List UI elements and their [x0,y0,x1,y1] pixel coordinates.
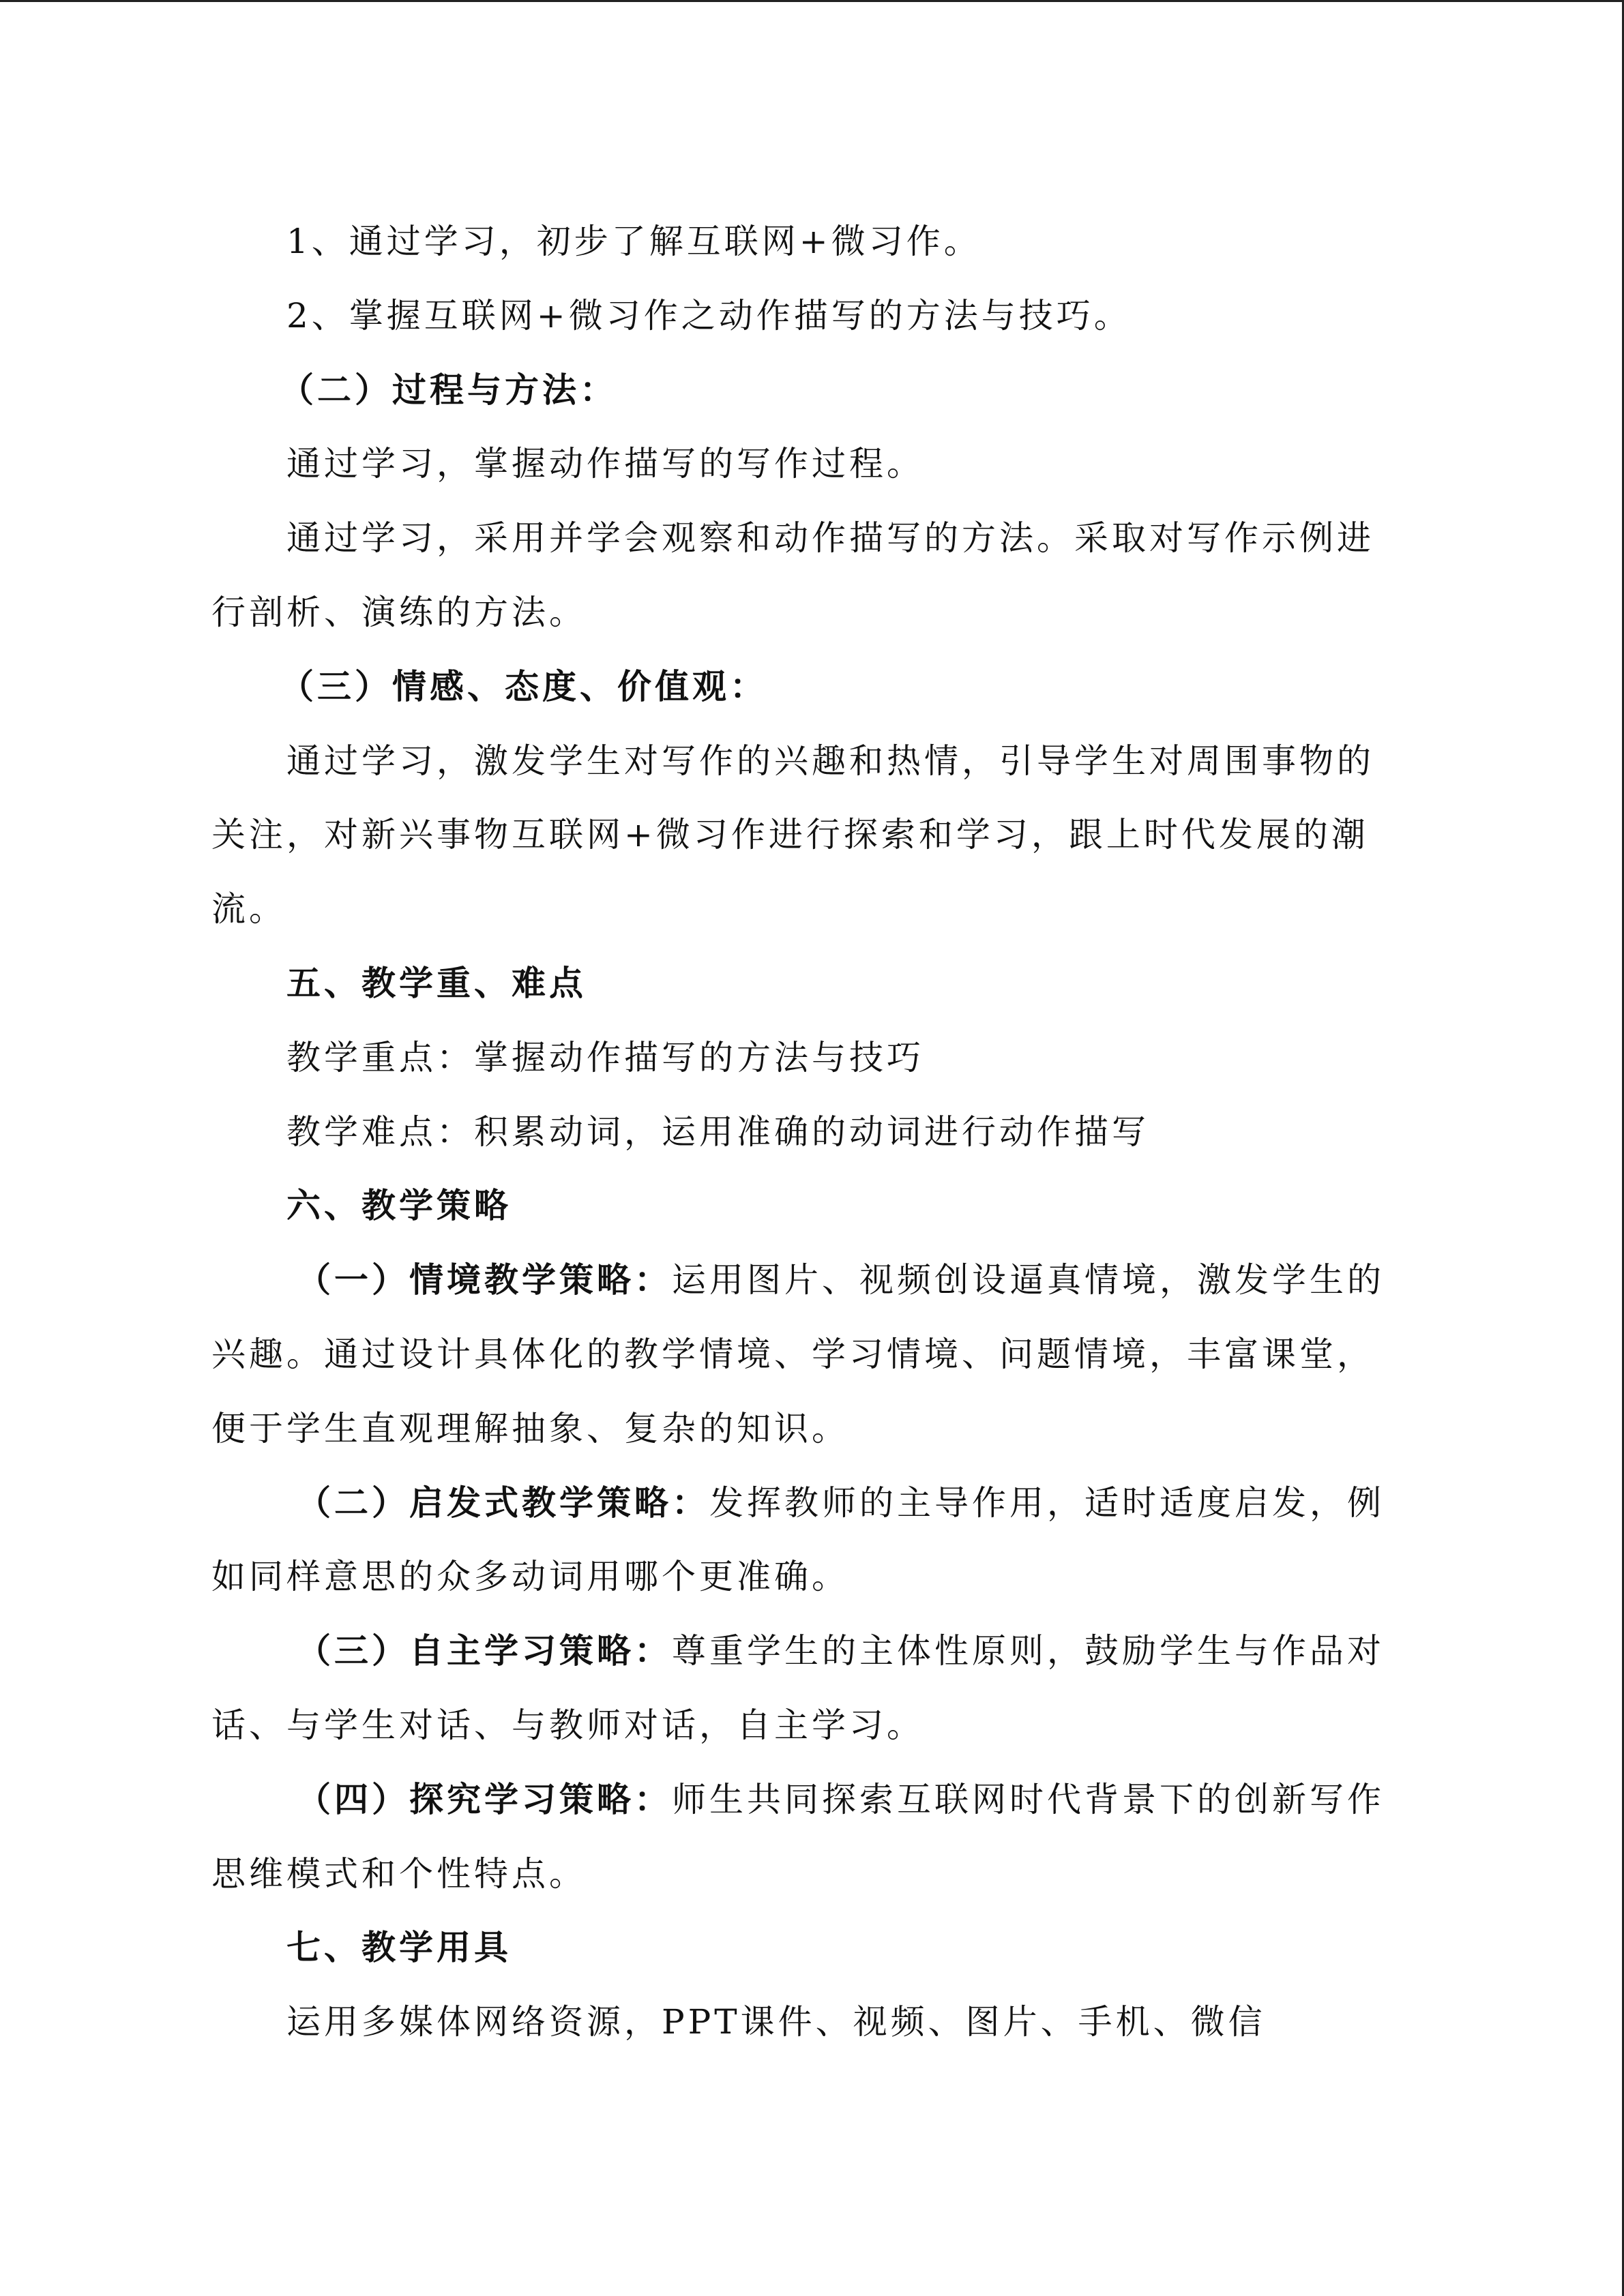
heading-key-points: 五、教学重、难点 [286,962,587,1003]
strategy-4-cont: 思维模式和个性特点。 [211,1853,587,1894]
strategy-2 [211,1466,1398,1540]
emotion-paragraph-cont-2: 流。 [211,889,286,929]
process-paragraph-2-cont: 行剖析、演练的方法。 [211,592,587,632]
strategy-1 [211,1243,1398,1317]
strategy-1-cont-2: 便于学生直观理解抽象、复杂的知识。 [211,1408,849,1448]
objective-1: 1、通过学习，初步了解互联网+微习作。 [286,222,981,261]
heading-emotion-values: （三）情感、态度、价值观： [280,666,767,706]
strategy-2-title: （二）启发式教学策略： [297,1482,709,1523]
strategy-4-text: 师生共同探索互联网时代背景下的创新写作 [672,1779,1385,1819]
strategy-3 [211,1614,1398,1688]
process-paragraph-1: 通过学习，掌握动作描写的写作过程。 [286,444,924,484]
document-page [211,205,1398,2059]
strategy-2-cont: 如同样意思的众多动词用哪个更准确。 [211,1557,849,1597]
objective-2: 2、掌握互联网+微习作之动作描写的方法与技巧。 [286,295,1132,336]
teaching-tools-text: 运用多媒体网络资源，PPT课件、视频、图片、手机、微信 [286,2002,1266,2042]
strategy-4-title: （四）探究学习策略： [297,1778,672,1819]
emotion-paragraph-cont-1: 关注，对新兴事物互联网+微习作进行探索和学习，跟上时代发展的潮 [211,815,1369,855]
heading-teaching-tools: 七、教学用具 [286,1927,512,1968]
strategy-1-title: （一）情境教学策略： [297,1259,672,1300]
difficult-point: 教学难点：积累动词，运用准确的动词进行动作描写 [286,1112,1149,1152]
key-point: 教学重点：掌握动作描写的方法与技巧 [286,1037,924,1077]
strategy-3-title: （三）自主学习策略： [297,1630,672,1671]
emotion-paragraph: 通过学习，激发学生对写作的兴趣和热情，引导学生对周围事物的 [286,741,1374,781]
process-paragraph-2: 通过学习，采用并学会观察和动作描写的方法。采取对写作示例进 [286,518,1374,558]
heading-teaching-strategy: 六、教学策略 [286,1185,512,1226]
strategy-3-text: 尊重学生的主体性原则，鼓励学生与作品对 [672,1631,1385,1671]
strategy-2-text: 发挥教师的主导作用，适时适度启发，例 [709,1482,1385,1523]
strategy-1-text: 运用图片、视频创设逼真情境，激发学生的 [672,1260,1385,1300]
strategy-1-cont-1: 兴趣。通过设计具体化的教学情境、学习情境、问题情境，丰富课堂， [211,1334,1374,1374]
heading-process-methods: （二）过程与方法： [280,369,617,410]
strategy-4 [211,1763,1398,1837]
strategy-3-cont: 话、与学生对话、与教师对话，自主学习。 [211,1705,924,1745]
page-top-border [0,0,1624,2]
